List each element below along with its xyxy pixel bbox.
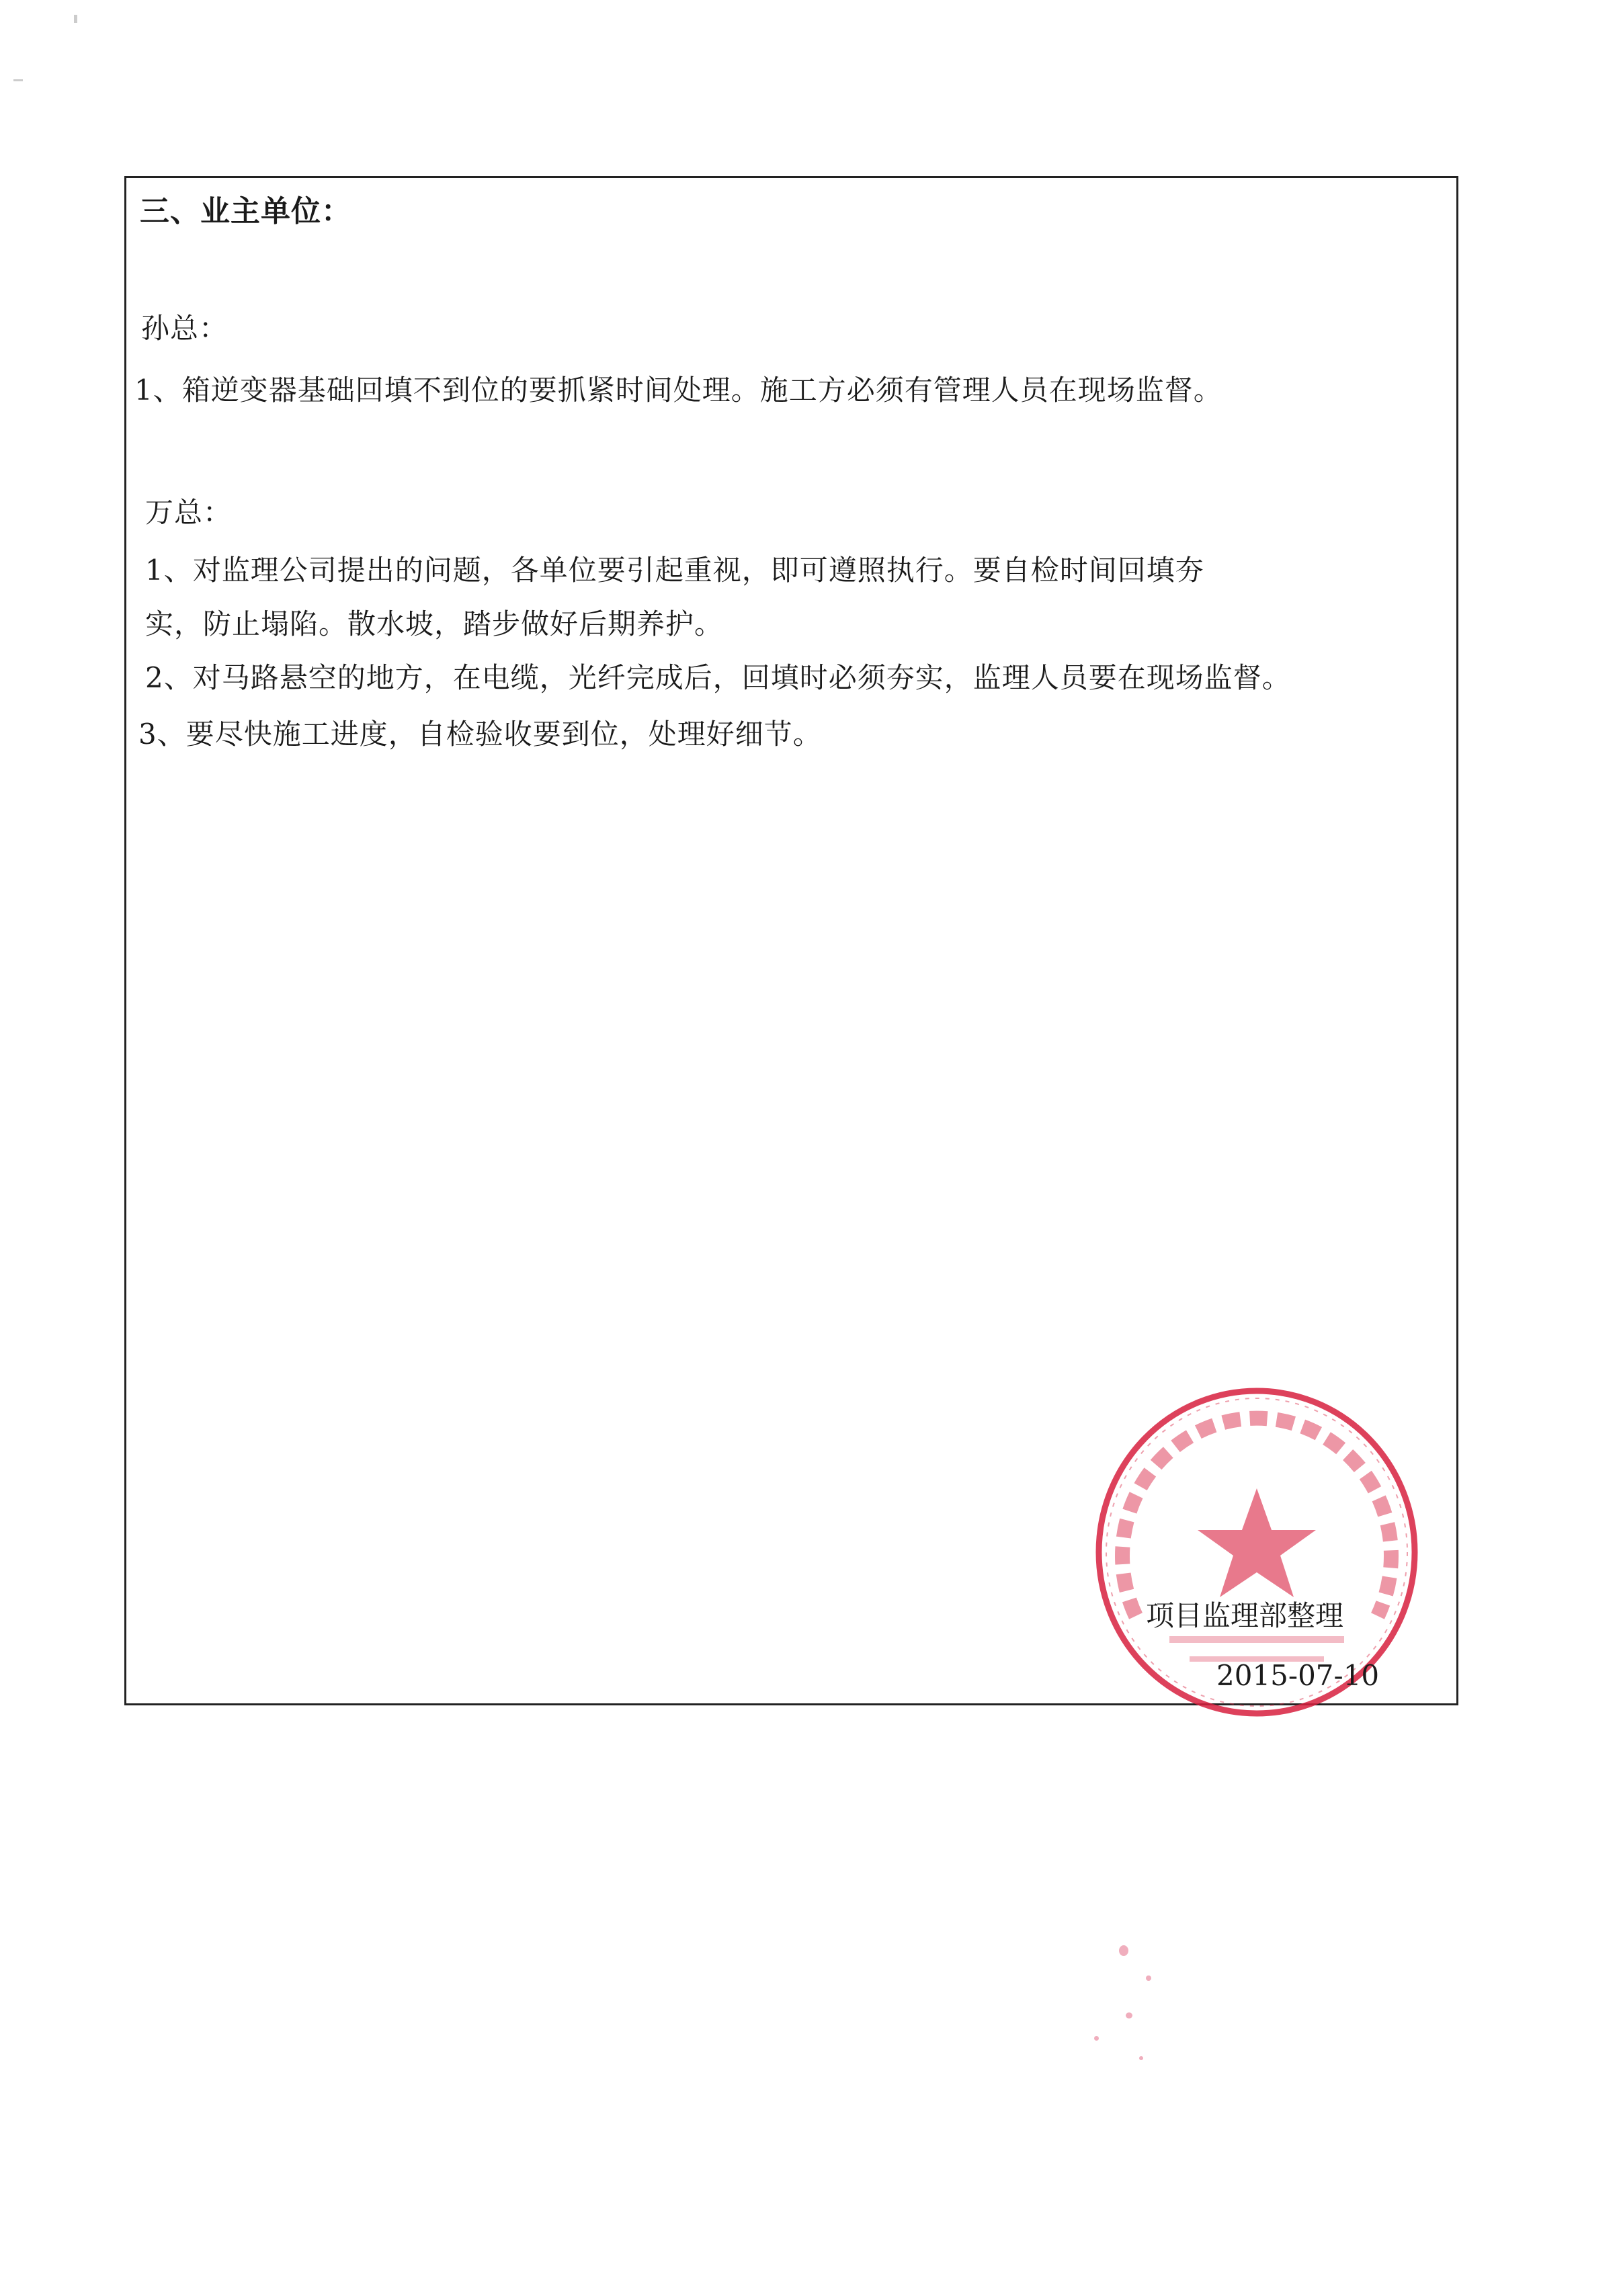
speaker-name-sun: 孙总： xyxy=(141,312,229,345)
seal-ink-speck xyxy=(1139,2056,1143,2060)
seal-ink-speck xyxy=(1094,2036,1099,2041)
wan-item-2: 2、对马路悬空的地方，在电缆，光纤完成后，回填时必须夯实，监理人员要在现场监督。 xyxy=(145,661,1291,694)
wan-item-1-line-2: 实，防止塌陷。散水坡，踏步做好后期养护。 xyxy=(145,607,724,640)
seal-ink-speck xyxy=(1126,2012,1132,2018)
section-heading: 三、业主单位： xyxy=(140,194,351,228)
signature-date: 2015-07-10 xyxy=(1216,1659,1380,1692)
speaker-name-wan: 万总： xyxy=(145,496,233,529)
seal-ink-speck xyxy=(1119,1945,1128,1956)
seal-ink-speck xyxy=(1146,1975,1151,1981)
sun-item-1: 1、箱逆变器基础回填不到位的要抓紧时间处理。施工方必须有管理人员在现场监督。 xyxy=(134,374,1222,407)
minutes-frame xyxy=(124,176,1458,1705)
scan-mark xyxy=(13,79,23,81)
scan-mark xyxy=(74,15,77,23)
signature-department: 项目监理部整理 xyxy=(1146,1599,1344,1632)
wan-item-3: 3、要尽快施工进度，自检验收要到位，处理好细节。 xyxy=(138,718,822,751)
wan-item-1-line-1: 1、对监理公司提出的问题，各单位要引起重视，即可遵照执行。要自检时间回填夯 xyxy=(145,554,1204,587)
